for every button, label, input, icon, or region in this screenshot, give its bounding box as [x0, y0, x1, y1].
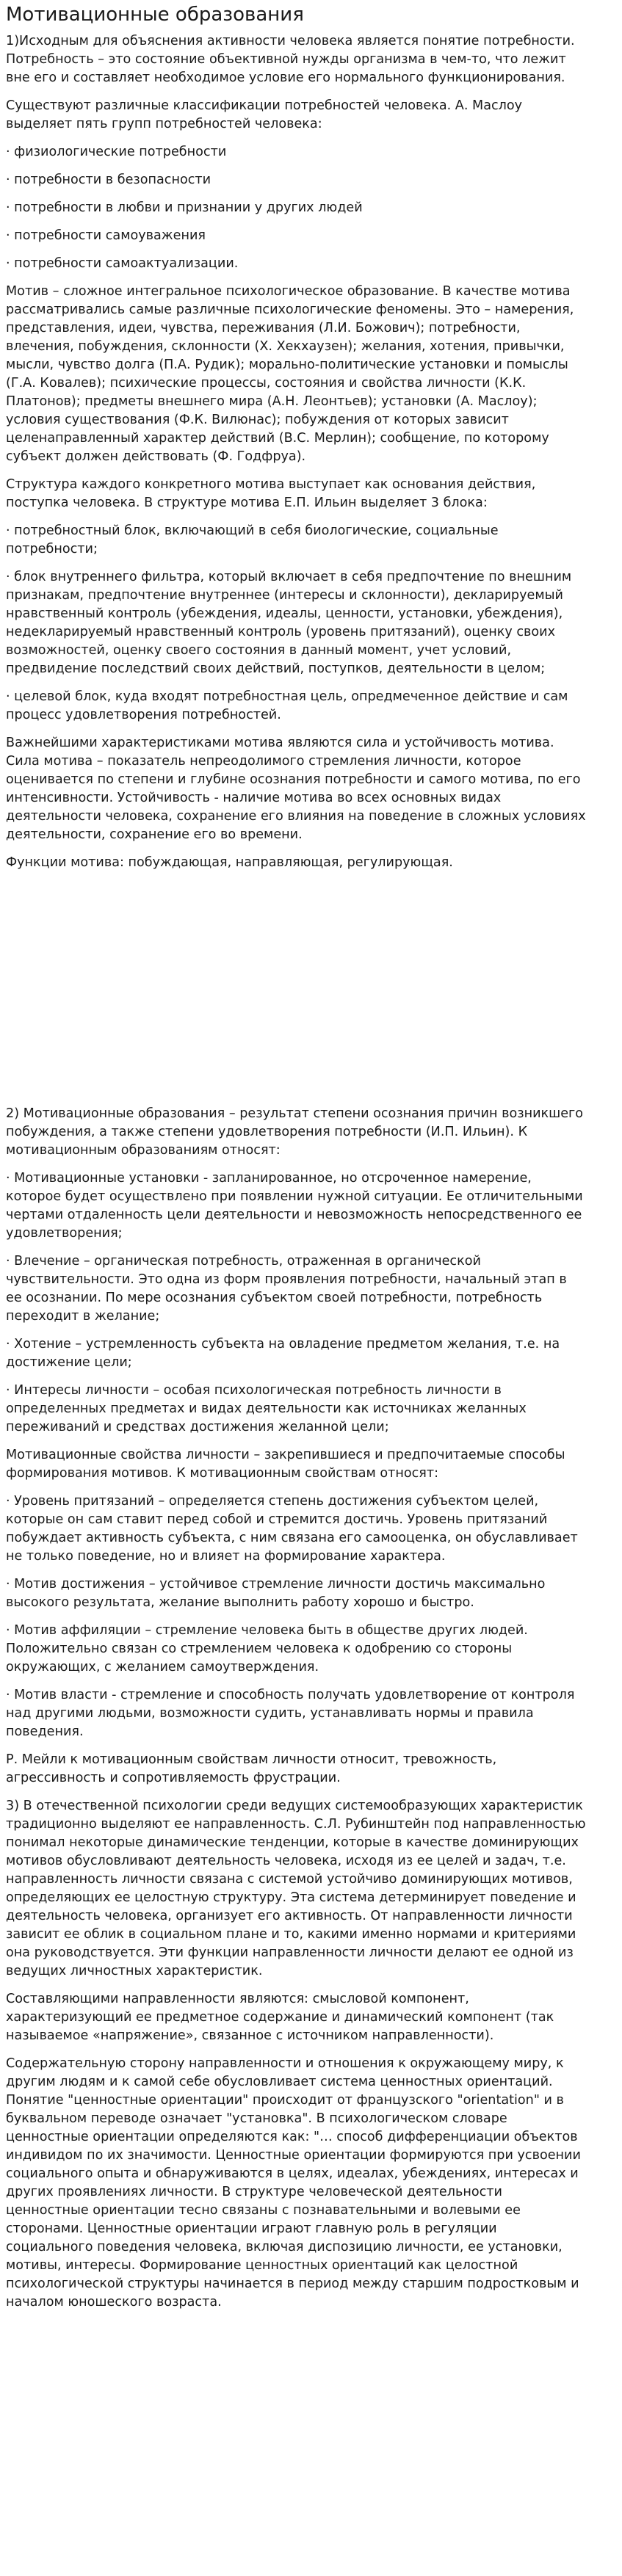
list-item: · Мотив власти - стремление и способность получать удовлетворение от контроля над другими людьми, возможности судить, устанавливать нормы и правила поведения.	[6, 1688, 575, 1739]
list-item: · блок внутреннего фильтра, который включает в себя предпочтение по внешним признакам, предпочтение внутреннее (интересы и склонности), декларируемый нравственный контроль (убеждения, идеалы, ценности, установки, убеждения), недекларируемый нравственный контроль (уровень притязаний), оценку своих возможностей, оценку своего состояния в данный момент, учет условий, предвидение последствий своих действий, поступков, деятельности в целом;	[6, 570, 572, 676]
list-item: · Интересы личности – особая психологическая потребность личности в определенных предметах и видах деятельности как источниках желанных переживаний и средствах достижения желанной цели;	[6, 1383, 527, 1434]
list-item: · потребности самоуважения	[6, 228, 206, 243]
paragraph: Составляющими направленности являются: смысловой компонент, характеризующий ее предметное содержание и динамический компонент (так называемое «напряжение», связанное с источником направленности).	[6, 1992, 554, 2043]
paragraph: Мотив – сложное интегральное психологическое образование. В качестве мотива рассматривались самые различные психологические феномены. Это – намерения, представления, идеи, чувства, переживания (Л.И. Божович); потребности, влечения, побуждения, склонности (Х. Хекхаузен); желания, хотения, привычки, мысли, чувство долга (П.А. Рудик); морально-политические установки и помыслы (Г.А. Ковалев); психические процессы, состояния и свойства личности (К.К. Платонов); предметы внешнего мира (А.Н. Леонтьев); установки (А. Маслоу); условия существования (Ф.К. Вилюнас); побуждения от которых зависит целенаправленный характер действий (В.С. Мерлин); сообщение, по которому субъект должен действовать (Ф. Годфруа).	[6, 284, 574, 464]
list-item: · целевой блок, куда входят потребностная цель, опредмеченное действие и сам процесс удовлетворения потребностей.	[6, 689, 568, 722]
list-item: · Мотив достижения – устойчивое стремление личности достичь максимально высокого результата, желание выполнить работу хорошо и быстро.	[6, 1577, 546, 1610]
paragraph: Функции мотива: побуждающая, направляющая, регулирующая.	[6, 855, 453, 870]
list-item: · Хотение – устремленность субъекта на овладение предметом желания, т.е. на достижение цели;	[6, 1337, 560, 1370]
paragraph: 1)Исходным для объяснения активности человека является понятие потребности. Потребность – это состояние объективной нужды организма в чем-то, что лежит вне его и составляет необходимое условие его нормального функционирования.	[6, 34, 575, 85]
section-2	[6, 1105, 586, 2312]
paragraph: 3) В отечественной психологии среди ведущих системообразующих характеристик традиционно выделяют ее направленность. С.Л. Рубинштейн под направленностью понимал некоторые динамические тенденции, которые в качестве доминирующих мотивов обусловливают деятельность человека, исходя из ее целей и задач, т.е. направленность личности связана с системой устойчиво доминирующих мотивов, определяющих ее целостную структуру. Эта система детерминирует поведение и деятельность человека, организует его активность. От направленности личности зависит ее облик в социальном плане и то, какими именно нормами и критериями она руководствуется. Эти функции направленности личности делают ее одной из ведущих личностных характеристик.	[6, 1799, 586, 1978]
list-item: · Мотивационные установки - запланированное, но отсроченное намерение, которое будет осуществлено при появлении нужной ситуации. Ее отличительными чертами отдаленность цели деятельности и невозможность непосредственного ее удовлетворения;	[6, 1171, 583, 1241]
list-item: · физиологические потребности	[6, 145, 227, 159]
list-item: · потребностный блок, включающий в себя биологические, социальные потребности;	[6, 523, 499, 556]
list-item: · Влечение – органическая потребность, отраженная в органической чувствительности. Это одна из форм проявления потребности, начальный этап в ее осознании. По мере осознания субъектом своей потребности, потребность переходит в желание;	[6, 1254, 567, 1324]
paragraph: 2) Мотивационные образования – результат степени осознания причин возникшего побуждения, а также степени удовлетворения потребности (И.П. Ильин). К мотивационным образованиям относят:	[6, 1106, 584, 1158]
list-item: · Уровень притязаний – определяется степень достижения субъектом целей, которые он сам ставит перед собой и стремится достичь. Уровень притязаний побуждает активность субъекта, с ним связана его самооценка, он обуславливает не только поведение, но и влияет на формирование характера.	[6, 1494, 578, 1564]
page-title: Мотивационные образования	[6, 4, 304, 26]
list-item: · потребности в безопасности	[6, 173, 211, 187]
paragraph: Существуют различные классификации потребностей человека. А. Маслоу выделяет пять групп потребностей человека:	[6, 98, 523, 131]
list-item: · Мотив аффиляции – стремление человека быть в обществе других людей. Положительно связан со стремлением человека к одобрению со стороны окружающих, с желанием самоутверждения.	[6, 1623, 528, 1675]
paragraph: Важнейшими характеристиками мотива являются сила и устойчивость мотива. Сила мотива – показатель непреодолимого стремления личности, которое оценивается по степени и глубине осознания потребности и самого мотива, по его интенсивности. Устойчивость - наличие мотива во всех основных видах деятельности человека, сохранение его влияния на поведение в сложных условиях деятельности, сохранение его во времени.	[6, 736, 586, 842]
list-item: · потребности самоактуализации.	[6, 256, 239, 271]
paragraph: Содержательную сторону направленности и отношения к окружающему миру, к другим людям и к самой себе обусловливает система ценностных ориентаций. Понятие "ценностные ориентации" происходит от французского "orientation" и в буквальном переводе означает "установка". В психологическом словаре ценностные ориентации определяются как: "… способ дифференциации объектов индивидом по их значимости. Ценностные ориентации формируются при усвоении социального опыта и обнаруживаются в целях, идеалах, убеждениях, интересах и других проявлениях личности. В структуре человеческой деятельности ценностные ориентации тесно связаны с познавательными и волевыми ее сторонами. Ценностные ориентации играют главную роль в регуляции социального поведения человека, включая диспозицию личности, ее установки, мотивы, интересы. Формирование ценностных ориентаций как целостной психологической структуры начинается в период между старшим подростковым и началом юношеского возраста.	[6, 2056, 581, 2310]
paragraph: Структура каждого конкретного мотива выступает как основания действия, поступка человека. В структуре мотива Е.П. Ильин выделяет 3 блока:	[6, 477, 536, 510]
paragraph: Мотивационные свойства личности – закрепившиеся и предпочитаемые способы формирования мотивов. К мотивационным свойствам относят:	[6, 1448, 565, 1481]
section-1	[6, 32, 586, 872]
paragraph: Р. Мейли к мотивационным свойствам личности относит, тревожность, агрессивность и сопротивляемость фрустрации.	[6, 1752, 497, 1785]
list-item: · потребности в любви и признании у других людей	[6, 200, 363, 215]
blank-space	[6, 882, 616, 1105]
